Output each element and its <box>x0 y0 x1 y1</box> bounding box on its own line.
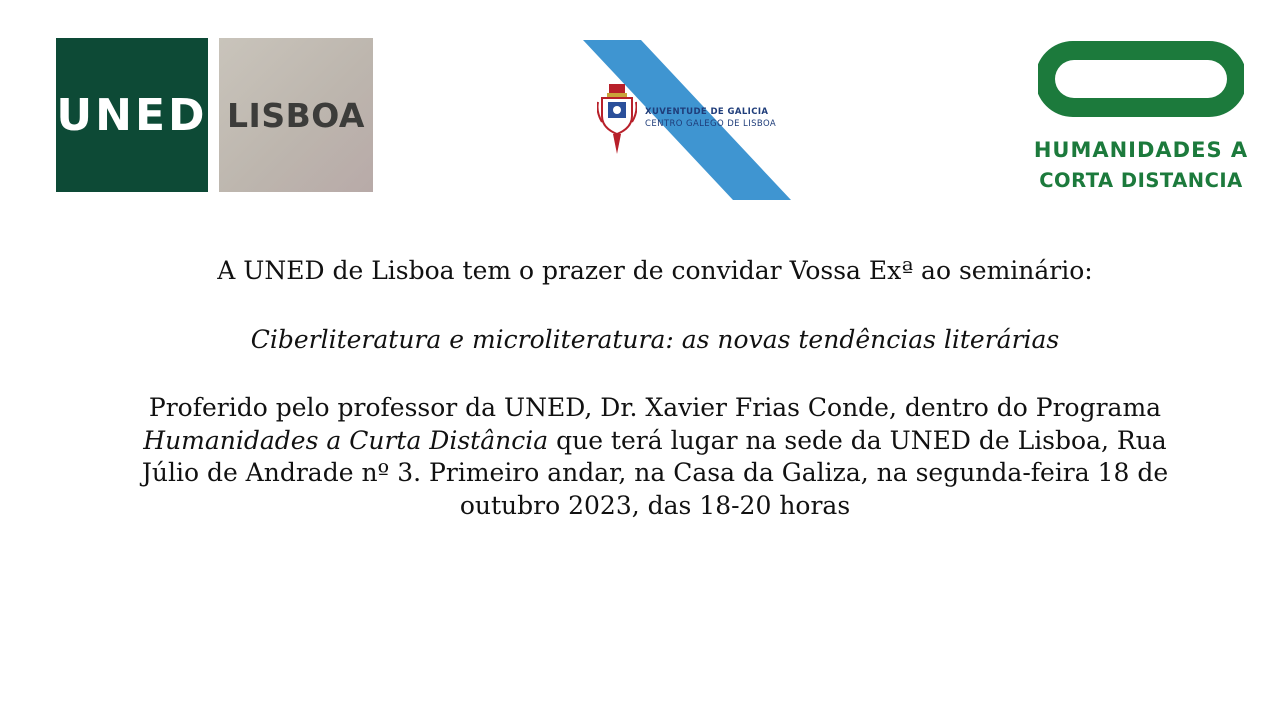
coat-of-arms-icon <box>597 84 637 154</box>
invitation-intro: A UNED de Lisboa tem o prazer de convidar Vossa Exª ao seminário: <box>217 256 1093 285</box>
uned-logo <box>56 38 208 192</box>
details-part2: que terá lugar na sede da UNED de Lisboa, Rua Júlio de Andrade nº 3. Primeiro andar, na Casa da Galiza, na segunda-feira 18 de outubro 2023, das 18-20 horas <box>141 425 1169 520</box>
invitation-body <box>140 255 1170 522</box>
xuventude-galicia-logo <box>583 40 793 200</box>
uned-logo-text: UNED <box>56 89 208 141</box>
chain-link-icon <box>1038 36 1244 126</box>
lisboa-logo <box>219 38 373 192</box>
program-name: Humanidades a Curta Distância <box>143 425 549 455</box>
humanidades-line2: CORTA DISTANCIA <box>1039 169 1243 192</box>
lisboa-logo-text: LISBOA <box>227 95 365 135</box>
xuventude-line2: CENTRO GALEGO DE LISBOA <box>645 119 777 129</box>
seminar-title: Ciberliteratura e microliteratura: as novas tendências literárias <box>250 324 1060 354</box>
details-part1: Proferido pelo professor da UNED, Dr. Xavier Frias Conde, dentro do Programa <box>148 393 1162 422</box>
seminar-details <box>140 392 1170 522</box>
xuventude-line1: XUVENTUDE DE GALICIA <box>645 107 769 117</box>
humanidades-line1: HUMANIDADES A <box>1033 138 1249 162</box>
humanidades-logo <box>1030 36 1250 196</box>
